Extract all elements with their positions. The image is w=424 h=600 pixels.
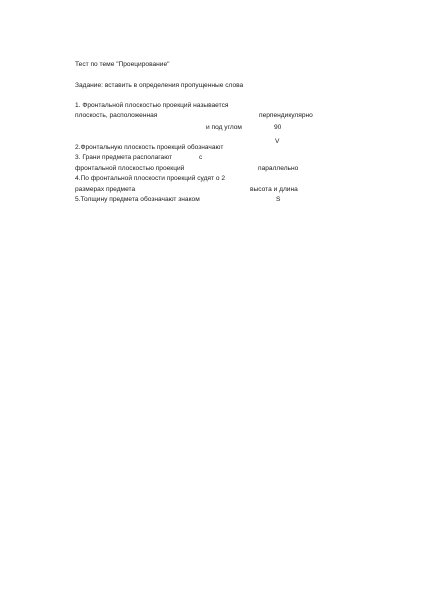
question-3-line-2: фронтальной плоскостью проекций bbox=[75, 165, 185, 172]
question-1-answer-2: 90 bbox=[274, 124, 282, 131]
question-4-answer: высота и длина bbox=[250, 186, 298, 193]
question-1-answer-1: перпендикулярно bbox=[259, 112, 313, 119]
question-3-line-1-end: с bbox=[199, 154, 203, 161]
document-title: Тест по теме "Проецирование" bbox=[75, 61, 170, 68]
question-5-line-1: 5.Толщину предмета обозначают знаком bbox=[75, 196, 200, 203]
question-1-line-1: 1. Фронтальной плоскостью проекций называется bbox=[75, 102, 229, 109]
question-1-line-2: плоскость, расположенная bbox=[75, 112, 158, 119]
question-2-line-1: 2.Фронтальную плоскость проекций обозначают bbox=[75, 144, 224, 151]
question-5-answer: S bbox=[276, 196, 281, 203]
task-instruction: Задание: вставить в определения пропущенные слова bbox=[75, 82, 244, 89]
question-3-answer: параллельно bbox=[258, 165, 299, 172]
question-3-line-1: 3. Грани предмета располагают bbox=[75, 154, 173, 161]
question-2-answer: V bbox=[275, 138, 280, 145]
question-4-line-1: 4.По фронтальной плоскости проекций судят о 2 bbox=[75, 175, 226, 182]
question-4-line-2: размерах предмета bbox=[75, 186, 136, 193]
question-1-line-3: и под углом bbox=[206, 124, 242, 131]
